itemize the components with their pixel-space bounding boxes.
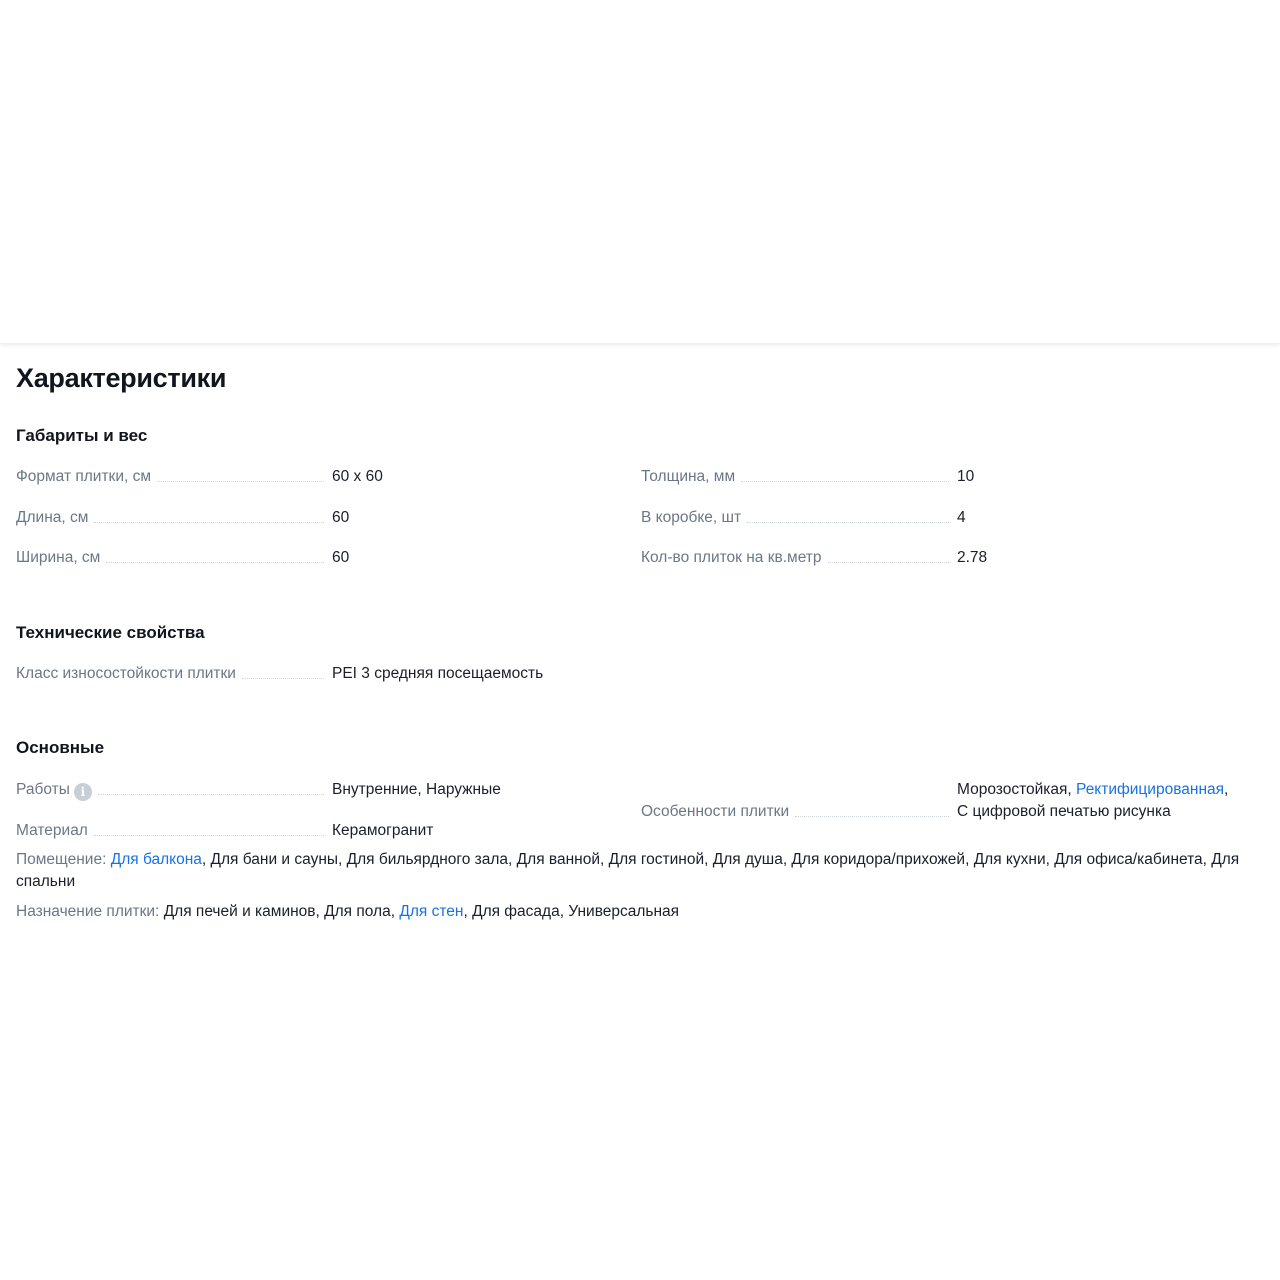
feature-rectified-link[interactable]: Ректифицированная xyxy=(1076,781,1225,798)
spec-label: Формат плитки, см xyxy=(16,468,152,485)
feature-digital-print: С цифровой печатью рисунка xyxy=(957,803,1171,820)
spec-value xyxy=(957,779,1228,823)
spec-value: 10 xyxy=(957,468,975,485)
spec-label: Класс износостойкости плитки xyxy=(16,665,236,682)
room-values: , Для бани и сауны, Для бильярдного зала, Для ванной, Для гостиной, Для душа, Для коридора/прихожей, Для кухни, Для офиса/кабинета, Для спальни xyxy=(16,851,1240,890)
spec-value: 60 x 60 xyxy=(332,468,383,485)
purpose-values-1: Для печей и каминов, Для пола, xyxy=(163,903,400,920)
room-label: Помещение: xyxy=(16,851,111,868)
purpose-label: Назначение плитки: xyxy=(16,903,164,920)
spec-row-purpose xyxy=(16,901,1264,923)
section-title-dimensions: Габариты и вес xyxy=(16,426,148,445)
spec-value: 2.78 xyxy=(957,549,988,566)
section-title-technical: Технические свойства xyxy=(16,623,205,642)
room-balcony-link[interactable]: Для балкона xyxy=(110,851,202,868)
section-title-main: Основные xyxy=(16,738,105,757)
spec-value: 60 xyxy=(332,549,350,566)
spec-label: В коробке, шт xyxy=(641,509,742,526)
spec-label: Материал xyxy=(16,822,88,839)
top-area xyxy=(0,0,1280,344)
purpose-values-2: , Для фасада, Универсальная xyxy=(463,903,680,920)
spec-label: Особенности плитки xyxy=(641,803,790,820)
spec-value: 4 xyxy=(957,509,966,526)
spec-label: Длина, см xyxy=(16,509,89,526)
spec-row-room xyxy=(16,849,1264,893)
info-icon[interactable]: i xyxy=(74,783,92,801)
spec-label: Кол-во плиток на кв.метр xyxy=(641,549,822,566)
spec-label: Работы xyxy=(16,781,70,798)
feature-separator: , xyxy=(1224,781,1229,798)
spec-value: 60 xyxy=(332,509,350,526)
page-title: Характеристики xyxy=(16,363,227,393)
feature-frost-resistant: Морозостойкая, xyxy=(957,781,1077,798)
spec-value: PEI 3 средняя посещаемость xyxy=(332,665,544,682)
spec-value: Керамогранит xyxy=(332,822,434,839)
spec-value: Внутренние, Наружные xyxy=(332,781,501,798)
purpose-walls-link[interactable]: Для стен xyxy=(399,903,464,920)
spec-label: Ширина, см xyxy=(16,549,101,566)
spec-label: Толщина, мм xyxy=(641,468,736,485)
